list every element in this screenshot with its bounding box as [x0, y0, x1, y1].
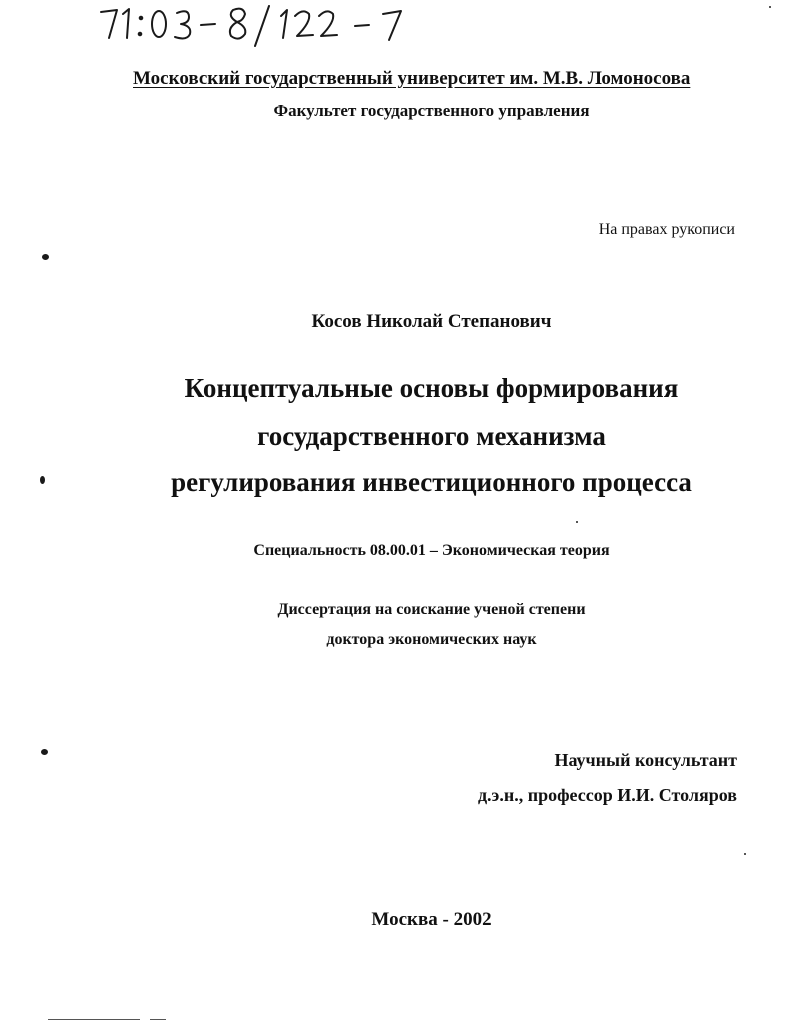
binding-hole-mark-middle [40, 476, 45, 484]
scan-speck [769, 6, 771, 8]
consultant-label: Научный консультант [554, 750, 737, 770]
handwritten-code-drawing [97, 2, 457, 48]
faculty-name: Факультет государственного управления [273, 101, 590, 120]
binding-hole-mark-top [42, 254, 49, 260]
scan-edge-line [150, 1019, 166, 1020]
scan-edge-line [48, 1019, 140, 1020]
dissertation-title-line-3: регулирования инвестиционного процесса [171, 467, 692, 497]
scan-speck [744, 853, 746, 855]
handwritten-archive-code [97, 2, 457, 48]
consultant-name: д.э.н., профессор И.И. Столяров [477, 785, 737, 805]
degree-line-1: Диссертация на соискание ученой степени [277, 601, 586, 618]
scan-speck [576, 521, 578, 523]
dissertation-title-line-2: государственного механизма [257, 421, 606, 451]
specialty-line: Специальность 08.00.01 – Экономическая теория [253, 542, 610, 559]
dissertation-title-line-1: Концептуальные основы формирования [184, 373, 679, 403]
manuscript-rights-note: На правах рукописи [598, 221, 735, 238]
binding-hole-mark-bottom [41, 749, 48, 755]
university-name: Московский государственный университет им. М.В. Ломоносова [133, 68, 691, 89]
city-and-year: Москва - 2002 [371, 909, 492, 930]
degree-line-2: доктора экономических наук [326, 631, 537, 648]
author-name: Косов Николай Степанович [311, 311, 552, 332]
